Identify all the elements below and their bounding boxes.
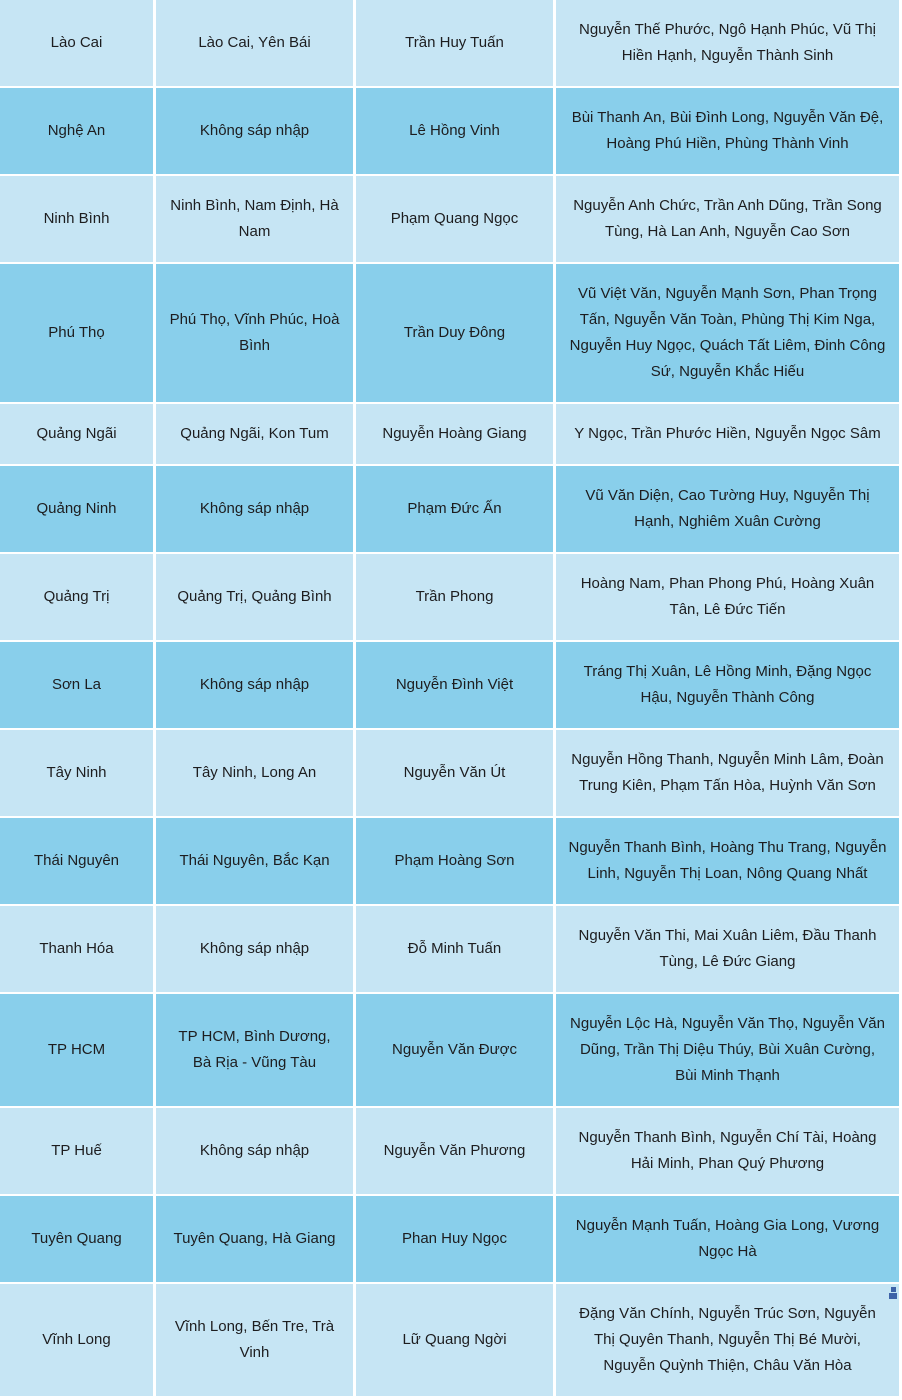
province-name: Ninh Bình — [43, 210, 110, 227]
merged-provinces-cell — [156, 176, 353, 262]
table-row — [0, 554, 899, 640]
merged-provinces-cell — [156, 994, 353, 1106]
chairman-cell — [356, 730, 553, 816]
province-name: Quảng Trị — [43, 588, 110, 605]
table-row — [0, 994, 899, 1106]
table-row — [0, 1108, 899, 1194]
merged-provinces: Tây Ninh, Long An — [192, 764, 317, 781]
province-cell — [0, 730, 153, 816]
vice-chairmen-cell — [556, 994, 899, 1106]
vice-chairmen-names: Nguyễn Anh Chức, Trần Anh Dũng, Trần Song Tùng, Hà Lan Anh, Nguyễn Cao Sơn — [573, 197, 882, 240]
merged-provinces: Phú Thọ, Vĩnh Phúc, Hoà Bình — [169, 311, 340, 354]
merged-provinces-cell — [156, 818, 353, 904]
chairman-cell — [356, 404, 553, 464]
merged-provinces: Thái Nguyên, Bắc Kạn — [179, 852, 330, 869]
merged-provinces: TP HCM, Bình Dương, Bà Rịa - Vũng Tàu — [178, 1028, 331, 1071]
vice-chairmen-names: Nguyễn Hồng Thanh, Nguyễn Minh Lâm, Đoàn Trung Kiên, Phạm Tấn Hòa, Huỳnh Văn Sơn — [571, 751, 884, 794]
chairman-cell — [356, 176, 553, 262]
province-cell — [0, 994, 153, 1106]
vice-chairmen-cell — [556, 554, 899, 640]
province-cell — [0, 88, 153, 174]
province-name: Quảng Ninh — [36, 500, 117, 517]
vice-chairmen-cell — [556, 1108, 899, 1194]
merged-provinces: Quảng Ngãi, Kon Tum — [180, 425, 329, 442]
table-row — [0, 642, 899, 728]
chairman-cell — [356, 0, 553, 86]
province-cell — [0, 642, 153, 728]
merged-provinces-cell — [156, 1108, 353, 1194]
province-cell — [0, 176, 153, 262]
chairman-name: Phạm Quang Ngọc — [390, 210, 519, 227]
chairman-cell — [356, 554, 553, 640]
chairman-cell — [356, 1108, 553, 1194]
merged-provinces-cell — [156, 1196, 353, 1282]
vice-chairmen-cell — [556, 642, 899, 728]
table-row — [0, 404, 899, 464]
chairman-cell — [356, 906, 553, 992]
merged-provinces: Không sáp nhập — [199, 1142, 310, 1159]
province-cell — [0, 1284, 153, 1396]
vice-chairmen-cell — [556, 906, 899, 992]
resize-grip-icon[interactable] — [884, 1287, 898, 1299]
province-name: Vĩnh Long — [42, 1331, 111, 1348]
vice-chairmen-cell — [556, 1196, 899, 1282]
province-cell — [0, 404, 153, 464]
chairman-name: Nguyễn Văn Được — [392, 1041, 517, 1058]
vice-chairmen-names: Bùi Thanh An, Bùi Đình Long, Nguyễn Văn Đệ, Hoàng Phú Hiền, Phùng Thành Vinh — [571, 109, 884, 152]
vice-chairmen-names: Hoàng Nam, Phan Phong Phú, Hoàng Xuân Tân, Lê Đức Tiến — [580, 575, 875, 618]
vice-chairmen-names: Nguyễn Văn Thi, Mai Xuân Liêm, Đầu Thanh Tùng, Lê Đức Giang — [578, 927, 877, 970]
province-name: TP Huế — [51, 1142, 102, 1159]
province-name: Quảng Ngãi — [36, 425, 117, 442]
vice-chairmen-cell — [556, 730, 899, 816]
province-name: Lào Cai — [50, 34, 103, 51]
merged-provinces: Lào Cai, Yên Bái — [198, 34, 311, 51]
chairman-cell — [356, 466, 553, 552]
chairman-name: Trần Duy Đông — [403, 324, 506, 341]
chairman-name: Lê Hồng Vinh — [409, 122, 500, 139]
merged-provinces: Không sáp nhập — [199, 940, 310, 957]
province-name: Tây Ninh — [46, 764, 107, 781]
vice-chairmen-cell — [556, 404, 899, 464]
province-name: Thanh Hóa — [39, 940, 114, 957]
vice-chairmen-names: Vũ Việt Văn, Nguyễn Mạnh Sơn, Phan Trọng Tấn, Nguyễn Văn Toàn, Phùng Thị Kim Nga, Nguyễn Huy Ngọc, Quách Tất Liêm, Đinh Công Sứ, Nguyễn Khắc Hiếu — [569, 285, 886, 380]
merged-provinces-cell — [156, 264, 353, 402]
resize-grip-step-top — [891, 1287, 896, 1292]
province-cell — [0, 264, 153, 402]
vice-chairmen-names: Nguyễn Lộc Hà, Nguyễn Văn Thọ, Nguyễn Văn Dũng, Trần Thị Diệu Thúy, Bùi Xuân Cường, Bùi Minh Thạnh — [570, 1015, 885, 1084]
chairman-name: Nguyễn Văn Phương — [383, 1142, 526, 1159]
province-cell — [0, 1108, 153, 1194]
chairman-name: Trần Huy Tuấn — [405, 34, 504, 51]
vice-chairmen-names: Nguyễn Mạnh Tuấn, Hoàng Gia Long, Vương Ngọc Hà — [575, 1217, 880, 1260]
chairman-cell — [356, 1284, 553, 1396]
merged-provinces: Quảng Trị, Quảng Bình — [177, 588, 332, 605]
table-row — [0, 0, 899, 86]
vice-chairmen-cell — [556, 466, 899, 552]
table-row — [0, 730, 899, 816]
merged-provinces-cell — [156, 88, 353, 174]
table-row — [0, 88, 899, 174]
chairman-name: Trần Phong — [415, 588, 494, 605]
chairman-name: Nguyễn Hoàng Giang — [382, 425, 527, 442]
merged-provinces-cell — [156, 642, 353, 728]
merged-provinces-cell — [156, 404, 353, 464]
province-name: TP HCM — [47, 1041, 106, 1058]
chairman-cell — [356, 818, 553, 904]
chairman-name: Phạm Đức Ấn — [407, 500, 502, 517]
chairman-name: Nguyễn Đình Việt — [395, 676, 514, 693]
merged-provinces-cell — [156, 554, 353, 640]
vice-chairmen-names: Tráng Thị Xuân, Lê Hồng Minh, Đặng Ngọc Hậu, Nguyễn Thành Công — [583, 663, 872, 706]
merged-provinces: Không sáp nhập — [199, 122, 310, 139]
chairman-name: Nguyễn Văn Út — [403, 764, 506, 781]
merged-provinces-cell — [156, 466, 353, 552]
chairman-cell — [356, 88, 553, 174]
province-name: Sơn La — [51, 676, 102, 693]
vice-chairmen-names: Nguyễn Thanh Bình, Nguyễn Chí Tài, Hoàng Hải Minh, Phan Quý Phương — [578, 1129, 877, 1172]
province-cell — [0, 906, 153, 992]
chairman-cell — [356, 264, 553, 402]
chairman-name: Phan Huy Ngọc — [401, 1230, 508, 1247]
vice-chairmen-cell — [556, 176, 899, 262]
province-name: Thái Nguyên — [33, 852, 120, 869]
table-row — [0, 1196, 899, 1282]
vice-chairmen-names: Vũ Văn Diện, Cao Tường Huy, Nguyễn Thị Hạnh, Nghiêm Xuân Cường — [585, 487, 870, 530]
province-name: Nghệ An — [47, 122, 106, 139]
resize-grip-step-bottom — [889, 1293, 897, 1299]
vice-chairmen-cell — [556, 1284, 899, 1396]
table-row — [0, 466, 899, 552]
province-name: Phú Thọ — [48, 324, 105, 341]
table-row — [0, 906, 899, 992]
chairman-name: Phạm Hoàng Sơn — [394, 852, 515, 869]
province-cell — [0, 0, 153, 86]
merged-provinces-cell — [156, 906, 353, 992]
chairman-cell — [356, 994, 553, 1106]
merged-provinces: Không sáp nhập — [199, 676, 310, 693]
province-cell — [0, 554, 153, 640]
merged-provinces-cell — [156, 0, 353, 86]
table-row — [0, 818, 899, 904]
vice-chairmen-cell — [556, 88, 899, 174]
vice-chairmen-names: Đặng Văn Chính, Nguyễn Trúc Sơn, Nguyễn Thị Quyên Thanh, Nguyễn Thị Bé Mười, Nguyễn Quỳnh Thiện, Châu Văn Hòa — [579, 1305, 876, 1374]
merged-provinces: Không sáp nhập — [199, 500, 310, 517]
merged-provinces: Vĩnh Long, Bến Tre, Trà Vinh — [174, 1318, 335, 1361]
province-cell — [0, 1196, 153, 1282]
province-name: Tuyên Quang — [31, 1230, 122, 1247]
vice-chairmen-names: Nguyễn Thanh Bình, Hoàng Thu Trang, Nguyễn Linh, Nguyễn Thị Loan, Nông Quang Nhất — [568, 839, 887, 882]
merged-provinces-cell — [156, 1284, 353, 1396]
merged-provinces-cell — [156, 730, 353, 816]
vice-chairmen-cell — [556, 264, 899, 402]
merged-provinces: Tuyên Quang, Hà Giang — [173, 1230, 336, 1247]
province-cell — [0, 466, 153, 552]
chairman-cell — [356, 1196, 553, 1282]
chairman-name: Lữ Quang Ngời — [402, 1331, 507, 1348]
vice-chairmen-names: Nguyễn Thế Phước, Ngô Hạnh Phúc, Vũ Thị Hiền Hạnh, Nguyễn Thành Sinh — [579, 21, 876, 64]
table-row — [0, 1284, 899, 1396]
vice-chairmen-names: Y Ngọc, Trần Phước Hiền, Nguyễn Ngọc Sâm — [574, 425, 881, 442]
table-row — [0, 176, 899, 262]
province-cell — [0, 818, 153, 904]
table-row — [0, 264, 899, 402]
vice-chairmen-cell — [556, 818, 899, 904]
chairman-name: Đỗ Minh Tuấn — [407, 940, 502, 957]
vice-chairmen-cell — [556, 0, 899, 86]
chairman-cell — [356, 642, 553, 728]
merged-provinces: Ninh Bình, Nam Định, Hà Nam — [170, 197, 339, 240]
